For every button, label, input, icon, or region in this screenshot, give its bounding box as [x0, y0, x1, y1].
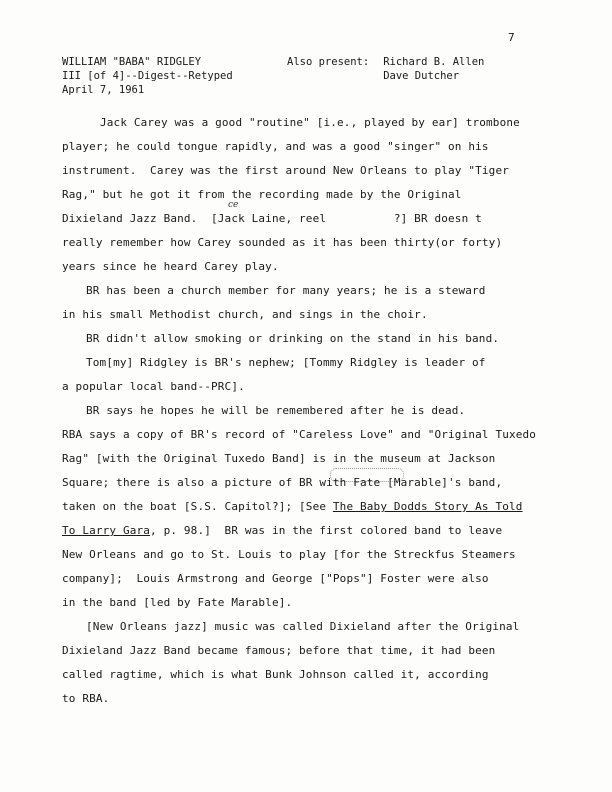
body-line: BR says he hopes he will be remembered after he is dead.	[86, 404, 466, 417]
header-interview-info	[62, 55, 233, 97]
book-title: To Larry Gara	[62, 524, 151, 537]
header-line-date: April 7, 1961	[62, 84, 145, 96]
header-also-present	[287, 55, 484, 83]
body-line: Rag," but he got it from the recording made by the Original	[62, 188, 462, 201]
handwritten-correction-mark: ce	[228, 200, 239, 210]
also-present-name: Richard B. Allen	[383, 56, 485, 68]
book-title: The Baby Dodds Story As Told	[332, 500, 523, 513]
also-present-names	[383, 55, 484, 83]
body-line: to RBA.	[62, 692, 110, 705]
body-line: years since he heard Carey play.	[62, 260, 279, 273]
also-present-name: Dave Dutcher	[383, 70, 460, 82]
body-line-text: taken on the boat [S.S. Capitol?]; [See	[62, 500, 333, 513]
body-line: Rag" [with the Original Tuxedo Band] is in the museum at Jackson	[62, 452, 496, 465]
body-line-text: , p. 98.] BR was in the first colored band to leave	[150, 524, 503, 537]
body-line: BR has been a church member for many years; he is a steward	[86, 284, 486, 297]
body-line: in his small Methodist church, and sings in the choir.	[62, 308, 428, 321]
body-line: company]; Louis Armstrong and George ["Pops"] Foster were also	[62, 572, 489, 585]
body-line: Dixieland Jazz Band. [Jack Laine, reel ?] BR doesn t	[62, 212, 482, 225]
body-line: really remember how Carey sounded as it has been thirty(or forty)	[62, 236, 503, 249]
page-number: 7	[508, 31, 515, 44]
body-line	[62, 524, 502, 537]
body-line: instrument. Carey was the first around New Orleans to play "Tiger	[62, 164, 509, 177]
header-line-interviewee: WILLIAM "BABA" RIDGLEY	[62, 56, 202, 68]
body-line: called ragtime, which is what Bunk Johnson called it, according	[62, 668, 489, 681]
body-line: in the band [led by Fate Marable].	[62, 596, 293, 609]
body-line: Dixieland Jazz Band became famous; before that time, it had been	[62, 644, 496, 657]
body-line: BR didn't allow smoking or drinking on the stand in his band.	[86, 332, 500, 345]
body-line: player; he could tongue rapidly, and was a good "singer" on his	[62, 140, 489, 153]
body-line	[62, 500, 523, 513]
body-line: RBA says a copy of BR's record of "Careless Love" and "Original Tuxedo	[62, 428, 537, 441]
header-line-reel: III [of 4]--Digest--Retyped	[62, 70, 233, 82]
body-line: Square; there is also a picture of BR with Fate [Marable]'s band,	[62, 476, 503, 489]
body-line: Jack Carey was a good "routine" [i.e., played by ear] trombone	[100, 116, 520, 129]
body-line: a popular local band--PRC].	[62, 380, 245, 393]
also-present-label: Also present:	[287, 56, 370, 68]
body-line: New Orleans and go to St. Louis to play [for the Streckfus Steamers	[62, 548, 516, 561]
body-line: Tom[my] Ridgley is BR's nephew; [Tommy Ridgley is leader of	[86, 356, 486, 369]
body-line: [New Orleans jazz] music was called Dixieland after the Original	[86, 620, 520, 633]
